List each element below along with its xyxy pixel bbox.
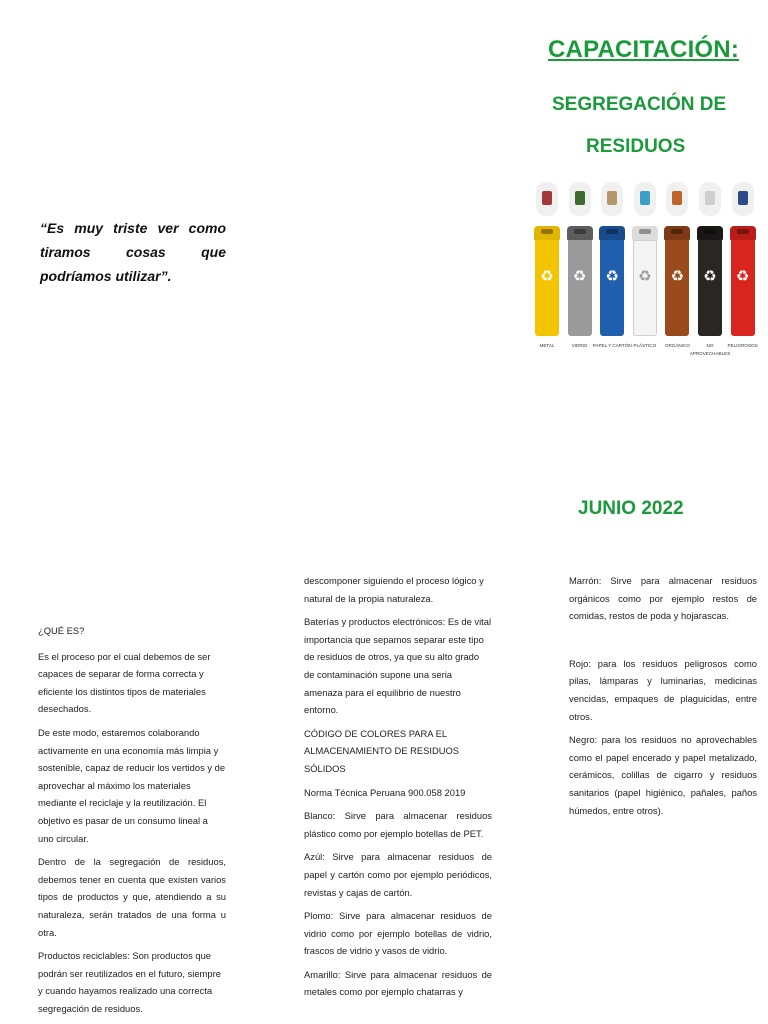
bin-lid xyxy=(632,226,658,240)
bin-body xyxy=(535,240,559,336)
bin-label: PLÁSTICO xyxy=(633,343,657,348)
paragraph-azul: Azúl: Sirve para almacenar residuos de papel y cartón como por ejemplo periódicos, revistas y cajas de cartón. xyxy=(304,851,492,898)
bin-body xyxy=(633,240,657,336)
waste-item-icon xyxy=(569,182,591,216)
bin-label: METAL xyxy=(539,343,555,348)
waste-item-icon xyxy=(666,182,688,216)
bin-body xyxy=(698,240,722,336)
paragraph-rojo: Rojo: para los residuos peligrosos como pilas, lámparas y luminarias, medicinas vencidas, empaques de plaguicidas, entre otros. xyxy=(569,657,757,722)
bin-label: VIDRIO xyxy=(571,343,588,348)
bin-label: NO APROVECHABLES xyxy=(689,343,731,356)
bin-lid xyxy=(730,226,756,240)
paragraph-blanco: Blanco: Sirve para almacenar residuos plástico como por ejemplo botellas de PET. xyxy=(304,810,492,839)
waste-item-icon xyxy=(536,182,558,216)
bin-body xyxy=(600,240,624,336)
bin-lid xyxy=(697,226,723,240)
waste-item-icon xyxy=(732,182,754,216)
recycle-icon: ♻ xyxy=(540,268,554,285)
column-2 xyxy=(304,572,492,1007)
recycling-bins-illustration xyxy=(526,182,762,372)
page-title: CAPACITACIÓN: xyxy=(548,36,740,63)
section-heading-que-es: ¿QUÉ ES? xyxy=(38,625,85,636)
recycle-icon: ♻ xyxy=(703,268,717,285)
recycle-icon: ♻ xyxy=(670,268,685,285)
bin-body xyxy=(665,240,689,336)
subtitle-line-1: SEGREGACIÓN DE xyxy=(552,94,727,115)
waste-item-icon xyxy=(634,182,656,216)
bin-lid xyxy=(599,226,625,240)
paragraph: Dentro de la segregación de residuos, debemos tener en cuenta que existen varios tipos de productos y que, atendiendo a su naturaleza, serán tratados de una forma u otra. xyxy=(38,856,226,938)
bin-lid xyxy=(534,226,560,240)
paragraph: Es el proceso por el cual debemos de ser capaces de separar de forma correcta y eficiente los distintos tipos de materiales desechados. xyxy=(38,650,211,715)
column-1 xyxy=(38,622,226,1023)
norma-tecnica: Norma Técnica Peruana 900.058 2019 xyxy=(304,786,466,798)
paragraph-plomo: Plomo: Sirve para almacenar residuos de vidrio como por ejemplo botellas de vidrio, frascos de vidrio y vasos de vidrio. xyxy=(304,910,492,957)
paragraph: De este modo, estaremos colaborando activamente en una economía más limpia y sostenible, capaz de reducir los vertidos y de aprovechar al máximo los materiales mediante el reciclaje y la reutilización. El objetivo es pasar de un consumo lineal a uno circular. xyxy=(38,726,226,844)
recycle-icon: ♻ xyxy=(605,268,619,285)
column-3 xyxy=(569,572,757,825)
recycle-icon: ♻ xyxy=(735,268,750,285)
bin-body xyxy=(568,240,592,336)
waste-item-icon xyxy=(601,182,623,216)
bin-label: ORGÁNICO xyxy=(664,343,690,348)
recycle-icon: ♻ xyxy=(638,268,652,285)
section-heading-codigo-colores: CÓDIGO DE COLORES PARA EL ALMACENAMIENTO DE RESIDUOS SÓLIDOS xyxy=(304,727,460,774)
paragraph-marron: Marrón: Sirve para almacenar residuos orgánicos como por ejemplo restos de comidas, restos de poda y hojarascas. xyxy=(569,575,757,622)
bin-body xyxy=(731,240,755,336)
paragraph: Baterías y productos electrónicos: Es de vital importancia que sepamos separar este tipo de residuos de otros, ya que su alto grado de contaminación supone una seria amenaza para el equilibrio de nuestro entorno. xyxy=(304,616,492,716)
date: JUNIO 2022 xyxy=(578,498,684,519)
bin-label: PELIGROSOS xyxy=(727,343,758,348)
subtitle-line-2: RESIDUOS xyxy=(586,136,686,157)
paragraph-negro: Negro: para los residuos no aprovechables como el papel encerado y papel metalizado, cerámicos, colillas de cigarro y residuos sanitarios (papel higiénico, pañales, paños húmedos, entre otros). xyxy=(569,734,757,816)
bin-lid xyxy=(567,226,593,240)
paragraph-amarillo: Amarillo: Sirve para almacenar residuos de metales como por ejemplo chatarras y xyxy=(304,968,492,998)
paragraph: descomponer siguiendo el proceso lógico y natural de la propia naturaleza. xyxy=(304,575,484,604)
bin-lid xyxy=(664,226,690,240)
bin-label: PAPEL Y CARTÓN xyxy=(592,343,632,348)
paragraph: Productos reciclables: Son productos que podrán ser reutilizados en el futuro, siempre y cuando hayamos realizado una correcta segregación de residuos. xyxy=(38,950,221,1014)
recycle-icon: ♻ xyxy=(572,268,587,285)
waste-item-icon xyxy=(699,182,721,216)
quote: “Es muy triste ver como tiramos cosas que podríamos utilizar”. xyxy=(40,220,226,284)
